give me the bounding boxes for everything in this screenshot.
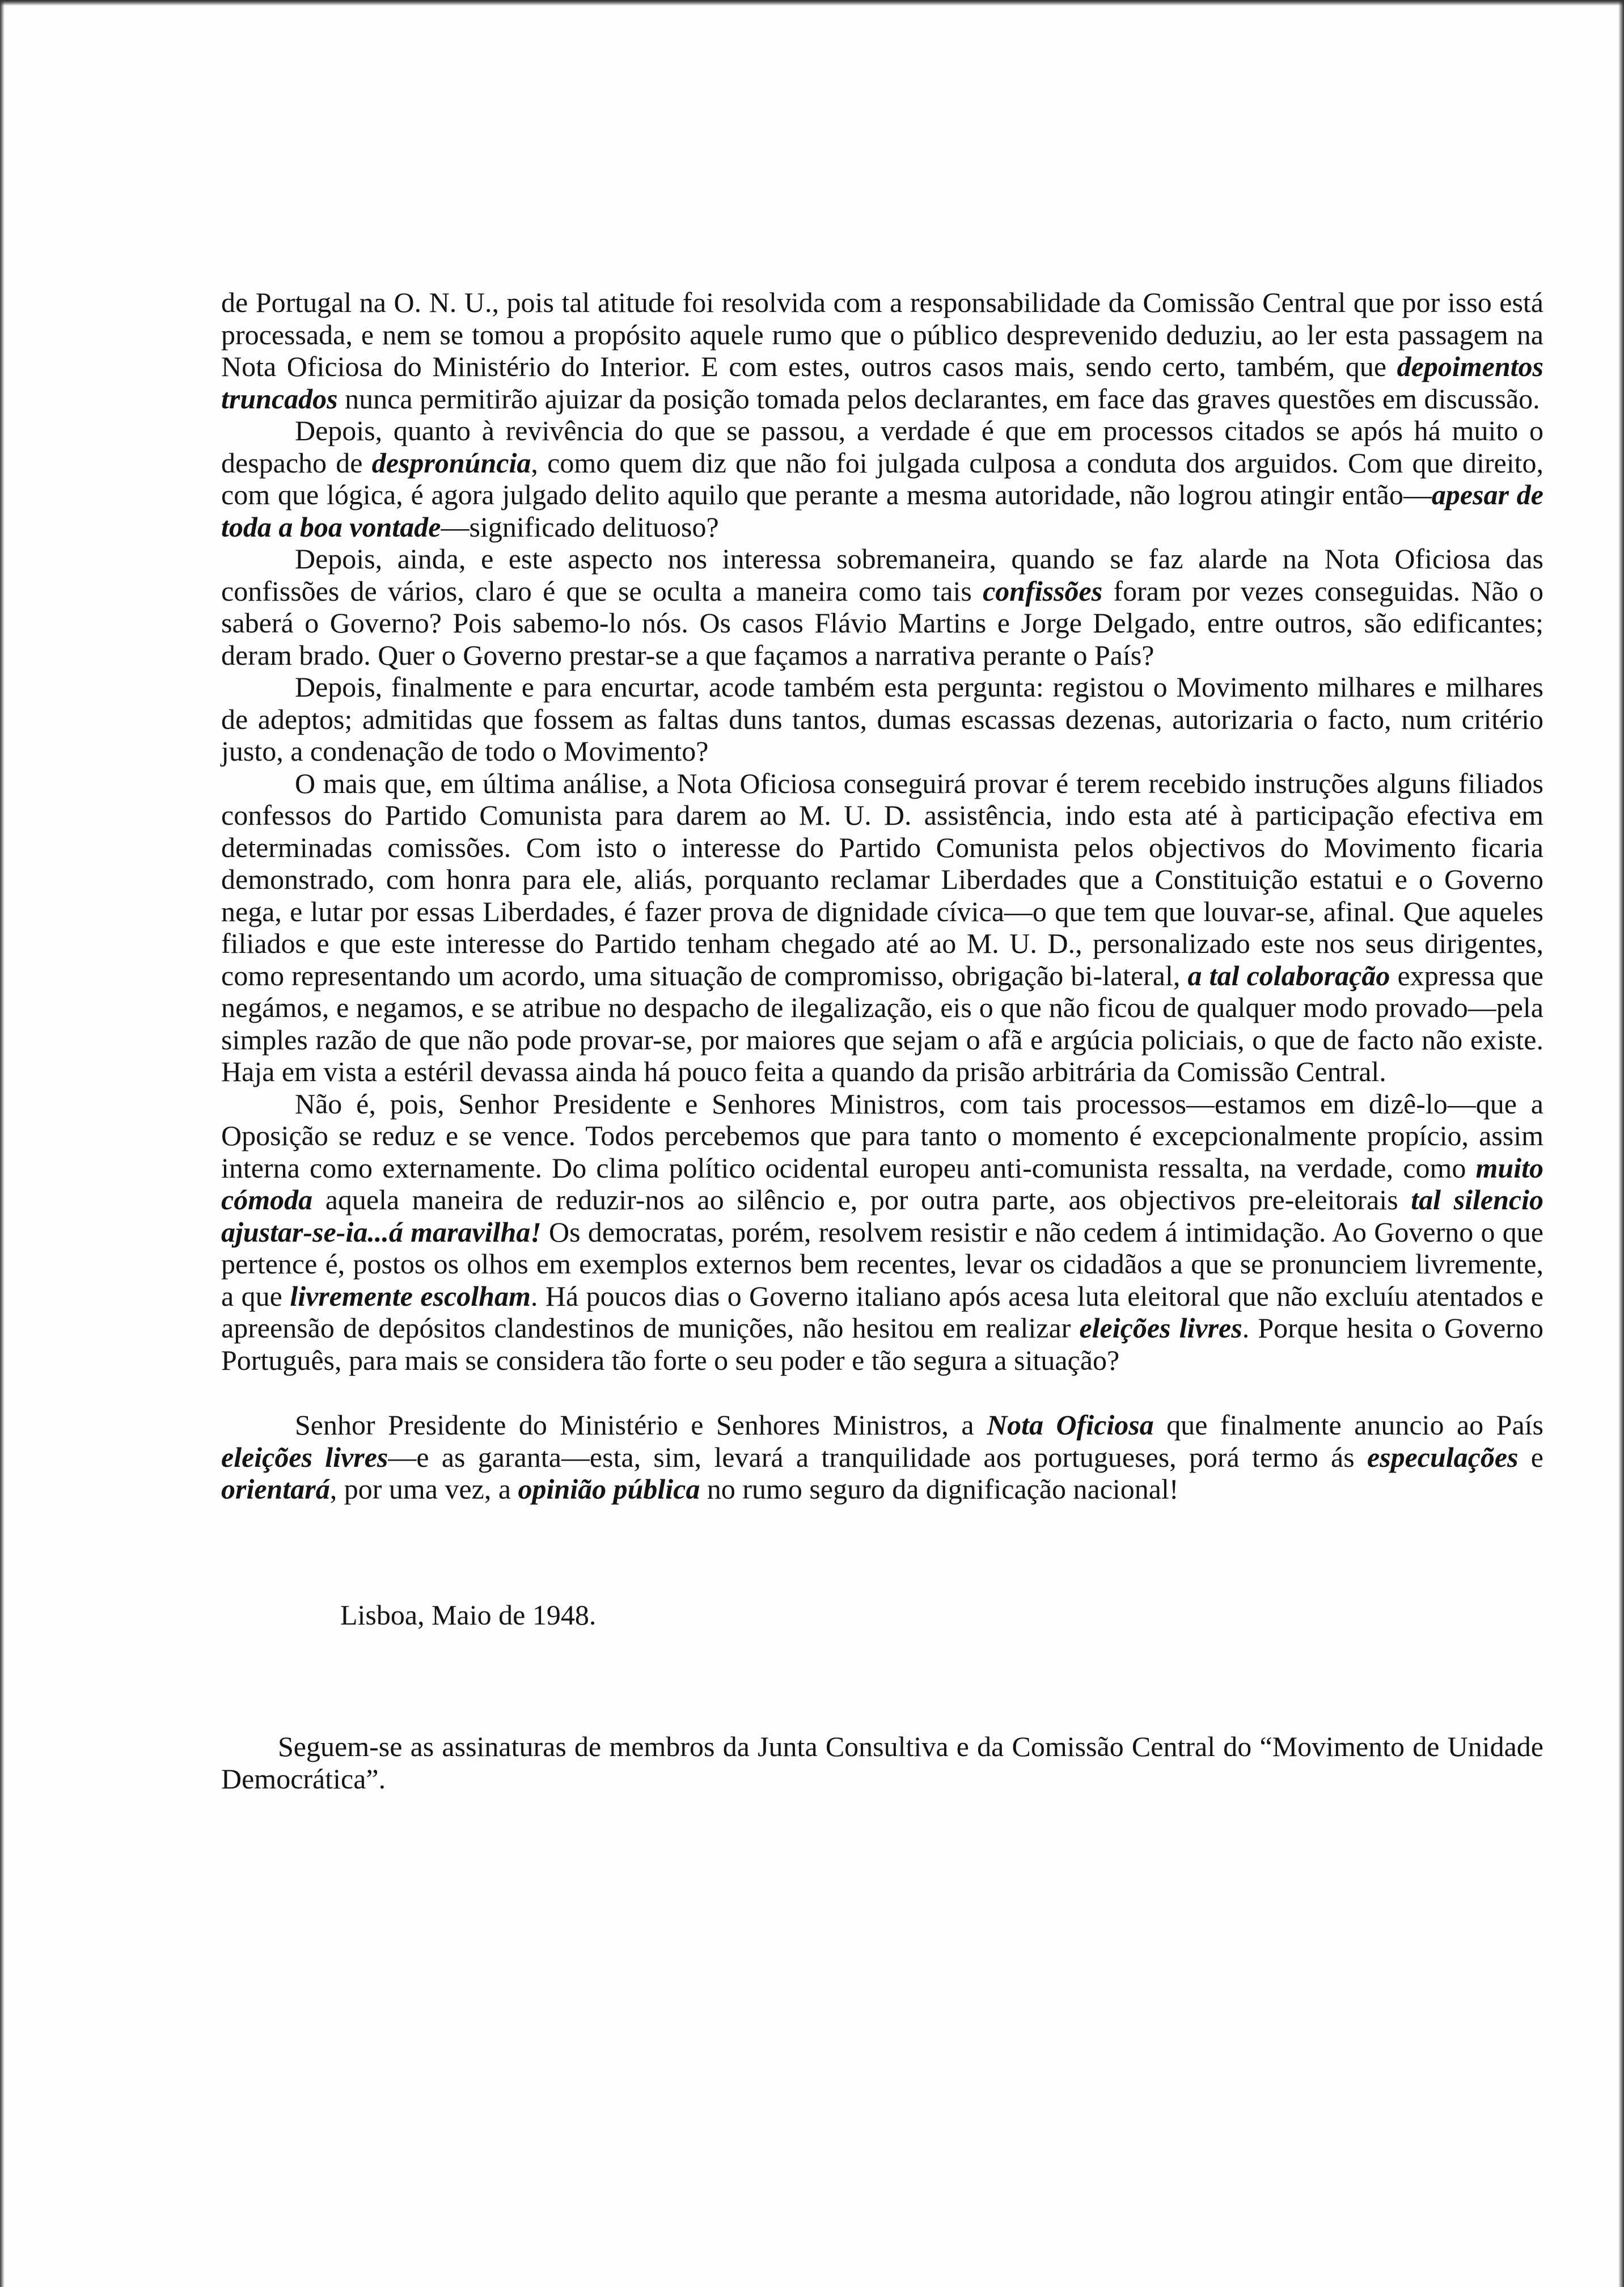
paragraph-6: Não é, pois, Senhor Presidente e Senhores Ministros, com tais processos—estamos em dizê-lo—que a Oposição se reduz e se vence. Todos percebemos que para tanto o momento é excepcionalmente propício, assim interna como externamente. Do clima político ocidental europeu anti-comunista ressalta, na verdade, como muito cómoda aquela maneira de reduzir-nos ao silêncio e, por outra parte, aos objectivos pre-eleitorais tal silencio ajustar-se-ia...á maravilha! Os democratas, porém, resolvem resistir e não cedem á intimidação. Ao Governo o que pertence é, postos os olhos em exemplos externos bem recentes, levar os cidadãos a que se pronunciem livremente, a que livremente escolham. Há poucos dias o Governo italiano após acesa luta eleitoral que não excluíu atentados e apreensão de depósitos clandestinos de munições, não hesitou em realizar eleições livres. Porque hesita o Governo Português, para mais se considera tão forte o seu poder e tão segura a situação?	[221, 1087, 1544, 1376]
paragraph-2: Depois, quanto à revivência do que se passou, a verdade é que em processos citados se após há muito o despacho de despronúncia, como quem diz que não foi julgada culposa a conduta dos arguidos. Com que direito, com que lógica, é agora julgado delito aquilo que perante a mesma autoridade, não logrou atingir então—apesar de toda a boa vontade—significado delituoso?	[221, 415, 1543, 543]
scan-top-edge	[0, 0, 1624, 6]
scan-left-edge	[0, 0, 5, 2287]
scan-right-edge	[1618, 0, 1624, 2287]
paragraph-4: Depois, finalmente e para encurtar, acode também esta pergunta: registou o Movimento milhares e milhares de adeptos; admitidas que fossem as faltas duns tantos, dumas escassas dezenas, autorizaria o facto, num critério justo, a condenação de todo o Movimento?	[221, 671, 1543, 767]
paragraph-3: Depois, ainda, e este aspecto nos interessa sobremaneira, quando se faz alarde na Nota Oficiosa das confissões de vários, claro é que se oculta a maneira como tais confissões foram por vezes conseguidas. Não o saberá o Governo? Pois sabemo-lo nós. Os casos Flávio Martins e Jorge Delgado, entre outros, são edificantes; deram brado. Quer o Governo prestar-se a que façamos a narrativa perante o País?	[221, 543, 1543, 671]
paragraph-5: O mais que, em última análise, a Nota Oficiosa conseguirá provar é terem recebido instruções alguns filiados confessos do Partido Comunista para darem ao M. U. D. assistência, indo esta até à participação efectiva em determinadas comissões. Com isto o interesse do Partido Comunista pelos objectivos do Movimento ficaria demonstrado, com honra para ele, aliás, porquanto reclamar Liberdades que a Constituição estatui e o Governo nega, e lutar por essas Liberdades, é fazer prova de dignidade cívica—o que tem que louvar-se, afinal. Que aqueles filiados e que este interesse do Partido tenham chegado até ao M. U. D., personalizado este nos seus dirigentes, como representando um acordo, uma situação de compromisso, obrigação bi-lateral, a tal colaboração expressa que negámos, e negamos, e se atribue no despacho de ilegalização, eis o que não ficou de qualquer modo provado—pela simples razão de que não pode provar-se, por maiores que sejam o afã e argúcia policiais, o que de facto não existe. Haja em vista a estéril devassa ainda há pouco feita a quando da prisão arbitrária da Comissão Central.	[221, 767, 1543, 1087]
document-page	[221, 286, 1543, 1795]
signatures-note: Seguem-se as assinaturas de membros da Junta Consultiva e da Comissão Central do “Movimento de Unidade Democrática”.	[221, 1731, 1543, 1795]
closing-paragraph: Senhor Presidente do Ministério e Senhores Ministros, a Nota Oficiosa que finalmente anuncio ao País eleições livres—e as garanta—esta, sim, levará a tranquilidade aos portugueses, porá termo ás especulações e orientará, por uma vez, a opinião pública no rumo seguro da dignificação nacional!	[221, 1409, 1543, 1505]
dateline: Lisboa, Maio de 1948.	[340, 1598, 597, 1631]
paragraph-1: de Portugal na O. N. U., pois tal atitude foi resolvida com a responsabilidade da Comissão Central que por isso está processada, e nem se tomou a propósito aquele rumo que o público desprevenido deduziu, ao ler esta passagem na Nota Oficiosa do Ministério do Interior. E com estes, outros casos mais, sendo certo, também, que depoimentos truncados nunca permitirão ajuizar da posição tomada pelos declarantes, em face das graves questões em discussão.	[221, 286, 1543, 415]
